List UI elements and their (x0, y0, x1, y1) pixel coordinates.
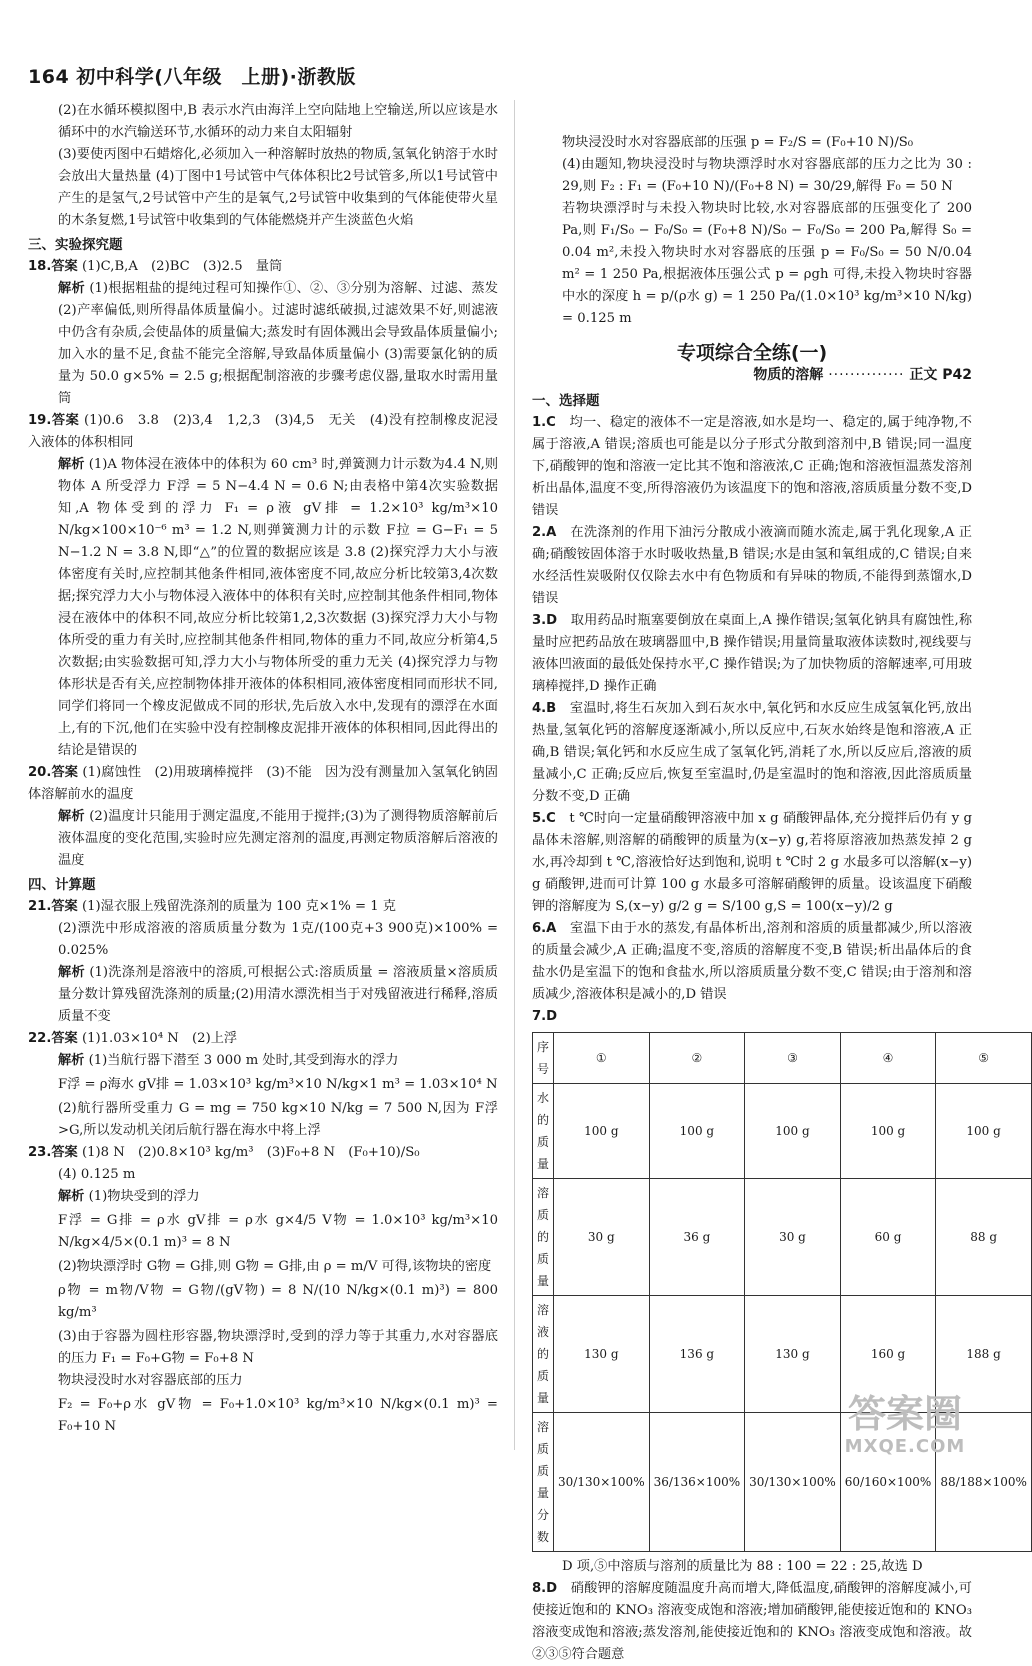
formula-line: F浮 = ρ海水 gV排 = 1.03×10³ kg/m³×10 N/kg×1 m³ = 1.03×10⁴ N (58, 1077, 498, 1092)
question-18 (28, 256, 498, 278)
analysis-19 (28, 454, 498, 762)
choice-answer-2 (532, 522, 972, 610)
analysis-text: 均一、稳定的液体不一定是溶液,如水是均一、稳定的,属于纯净物,不属于溶液,A 错误;溶质也可能是以分子形式分散到溶剂中,B 错误;同一温度下,硝酸钾的饱和溶液一定比其不饱和溶液浓,C 正确;饱和溶液恒温蒸发溶剂析出晶体,温度不变,所得溶液仍为该温度下的饱和溶液,溶质质量分数不变,D 错误 (532, 415, 972, 518)
table-cell: 100 g (840, 1084, 936, 1179)
answer-text: (1)0.6 3.8 (2)3,4 1,2,3 (3)4,5 无关 (4)没有控制橡皮泥浸入液体的体积相同 (28, 413, 498, 450)
answer-text: (4) 0.125 m (58, 1167, 136, 1182)
table-cell: 100 g (936, 1084, 1032, 1179)
table-cell: 130 g (745, 1296, 841, 1413)
table-cell: 136 g (649, 1296, 745, 1413)
analysis-label: 解析 (58, 965, 85, 980)
table-row (533, 1084, 1032, 1179)
table-header-row (533, 1033, 1032, 1084)
answer-label: 3.D (532, 613, 558, 628)
analysis-text: 室温时,将生石灰加入到石灰水中,氧化钙和水反应生成氢氧化钙,放出热量,氢氧化钙的溶解度逐渐减小,所以反应中,石灰水始终是饱和溶液,A 正确,B 错误;氧化钙和水反应生成了氢氧化钙,消耗了水,所以反应后,溶液的质量减小,C 正确;反应后,恢复至室温时,仍是室温时的饱和溶液,因此溶质质量分数不变,D 正确 (532, 701, 973, 804)
answer-label: 1.C (532, 415, 556, 430)
choice-answer-8 (532, 1578, 972, 1666)
answer-label: 4.B (532, 701, 557, 716)
table-cell: 60 g (840, 1179, 936, 1296)
analysis-text: (3)由于容器为圆柱形容器,物块漂浮时,受到的浮力等于其重力,水对容器底的压力 F₁ = F₀+G物 = F₀+8 N (58, 1329, 498, 1366)
table-cell: 88/188×100% (936, 1413, 1032, 1552)
table-cell: 60/160×100% (840, 1413, 936, 1552)
table-cell: 溶质的质量 (533, 1179, 554, 1296)
section-heading: 四、计算题 (28, 877, 96, 893)
answer-label: 5.C (532, 811, 556, 826)
table-cell: 30 g (554, 1179, 650, 1296)
analysis-20 (28, 806, 498, 872)
practice-title: 专项综合全练(一) (676, 342, 828, 364)
table-header-cell: ③ (745, 1033, 841, 1084)
analysis-text: 硝酸钾的溶解度随温度升高而增大,降低温度,硝酸钾的溶解度减小,可使接近饱和的 KNO₃ 溶液变成饱和溶液;增加硝酸钾,能使接近饱和的 KNO₃ 溶液变成饱和溶液;蒸发溶剂,能使接近饱和的 KNO₃ 溶液变成饱和溶液。故②③⑤符合题意 (532, 1581, 972, 1662)
table-header-cell: ② (649, 1033, 745, 1084)
analysis-text: (4)由题知,物块浸没时与物块漂浮时水对容器底部的压力之比为 30 : 29,则 F₂ : F₁ = (F₀+10 N)/(F₀+8 N) = 30/29,解得 F₀ = 50 N (562, 157, 972, 194)
left-column (28, 100, 498, 1440)
analysis-text: (1)根据粗盐的提纯过程可知操作①、②、③分别为溶解、过滤、蒸发 (2)产率偏低,则所得晶体质量偏小。过滤时滤纸破损,过滤效果不好,则滤液中仍含有杂质,会使晶体的质量偏大;蒸发时有固体溅出会导致晶体质量偏小;加入水的量不足,食盐不能完全溶解,导致晶体质量偏小 (3)需要氯化钠的质量为 50.0 g×5% = 2.5 g;根据配制溶液的步骤考虑仪器,量取水时需用量筒 (58, 281, 498, 406)
table-cell: 36/136×100% (649, 1413, 745, 1552)
answer-label: 22.答案 (28, 1031, 78, 1046)
formula-line: F浮 = G排 = ρ水 gV排 = ρ水 g×4/5 V物 = 1.0×10³ kg/m³×10 N/kg×4/5×(0.1 m)³ = 8 N (58, 1213, 498, 1250)
question-19 (28, 410, 498, 454)
table-cell: 30 g (745, 1179, 841, 1296)
table-cell: 30/130×100% (554, 1413, 650, 1552)
table-cell: 水的质量 (533, 1084, 554, 1179)
analysis-text: (1)当航行器下潜至 3 000 m 处时,其受到海水的浮力 (88, 1053, 399, 1068)
choice-answer-7 (532, 1006, 972, 1028)
analysis-text: (2)温度计只能用于测定温度,不能用于搅拌;(3)为了测得物质溶解前后液体温度的变化范围,实验时应先测定溶剂的温度,再测定物质溶解后溶液的温度 (58, 809, 499, 868)
question-21 (28, 896, 498, 918)
answer-text: (1)腐蚀性 (2)用玻璃棒搅拌 (3)不能 因为没有测量加入氢氧化钠固体溶解前水的温度 (28, 765, 498, 802)
answer-label: 21.答案 (28, 899, 78, 914)
intro-paragraph: (2)在水循环模拟图中,B 表示水汽由海洋上空向陆地上空输送,所以应该是水循环中的水汽输送环节,水循环的动力来自太阳辐射 (58, 103, 498, 140)
answer-text: (1)C,B,A (2)BC (3)2.5 量筒 (81, 259, 283, 274)
table-header-cell: ④ (840, 1033, 936, 1084)
analysis-text: 物块浸没时水对容器底部的压强 p = F₂/S = (F₀+10 N)/S₀ (562, 135, 914, 150)
analysis-text: 在洗涤剂的作用下油污分散成小液滴而随水流走,属于乳化现象,A 正确;硝酸铵固体溶于水时吸收热量,B 错误;水是由氢和氧组成的,C 错误;自来水经活性炭吸附仅仅除去水中有色物质和有异味的物质,不能得到蒸馏水,D 错误 (532, 525, 972, 606)
question-22 (28, 1028, 498, 1050)
analysis-label: 解析 (58, 809, 85, 824)
table-header-cell: ① (554, 1033, 650, 1084)
column-divider (514, 100, 515, 1450)
practice-topic: 物质的溶解 (753, 367, 824, 383)
analysis-text: (2)物块漂浮时 G物 = G排,则 G物 = G排,由 ρ = m/V 可得,该物块的密度 (58, 1259, 492, 1274)
choice-answer-1 (532, 412, 972, 522)
table-cell: 188 g (936, 1296, 1032, 1413)
analysis-23 (28, 1186, 498, 1208)
answer-label: 23.答案 (28, 1145, 78, 1160)
analysis-text: 若物块漂浮时与未投入物块时比较,水对容器底部的压强变化了 200 Pa,则 F₁/S₀ − F₀/S₀ = (F₀+8 N)/S₀ − F₀/S₀ = 200 Pa,解得 S₀ = 0.04 m²,未投入物块时水对容器底的压强 p = F₀/S₀ = 50 N/0.04 m² = 1 250 Pa,根据液体压强公式 p = ρgh 可得,未投入物块时容器中水的深度 h = p/(ρ水 g) = 1 250 Pa/(1.0×10³ kg/m³×10 N/kg) = 0.125 m (562, 201, 972, 326)
page-header: 164 初中科学(八年级 上册)·浙教版 (28, 66, 356, 88)
analysis-text: (2)航行器所受重力 G = mg = 750 kg×10 N/kg = 7 500 N,因为 F浮>G,所以发动机关闭后航行器在海水中将上浮 (58, 1101, 498, 1138)
analysis-label: 解析 (58, 1189, 85, 1204)
analysis-text: 室温下由于水的蒸发,有晶体析出,溶剂和溶质的质量都减少,所以溶液的质量会减少,A 正确;温度不变,溶质的溶解度不变,B 错误;析出晶体后的食盐水仍是室温下的饱和食盐水,所以溶质质量分数不变,C 错误;由于溶剂和溶质减少,溶液体积是减小的,D 错误 (532, 921, 973, 1002)
formula-line: F₂ = F₀+ρ水 gV物 = F₀+1.0×10³ kg/m³×10 N/kg×(0.1 m)³ = F₀+10 N (58, 1397, 498, 1434)
table-row (533, 1179, 1032, 1296)
table-cell: 30/130×100% (745, 1413, 841, 1552)
solubility-table (532, 1032, 1032, 1552)
analysis-22 (28, 1050, 498, 1072)
answer-label: 8.D (532, 1581, 558, 1596)
answer-label: 2.A (532, 525, 557, 540)
analysis-21 (28, 962, 498, 1028)
question-23 (28, 1142, 498, 1164)
analysis-text: 物块浸没时水对容器底部的压力 (58, 1373, 243, 1388)
analysis-label: 解析 (58, 1053, 85, 1068)
answer-label: 18.答案 (28, 259, 78, 274)
answer-label: 19.答案 (28, 413, 80, 428)
answer-label: 6.A (532, 921, 557, 936)
practice-page-ref: 正文 P42 (909, 367, 972, 383)
table-cell: 100 g (554, 1084, 650, 1179)
analysis-text: (1)物块受到的浮力 (88, 1189, 200, 1204)
analysis-text: (1)洗涤剂是溶液中的溶质,可根据公式:溶质质量 = 溶液质量×溶质质量分数计算残留洗涤剂的质量;(2)用清水漂洗相当于对残留液进行稀释,溶质质量不变 (58, 965, 498, 1024)
table-cell: 88 g (936, 1179, 1032, 1296)
watermark-logo-text: 答案圈 (847, 1392, 962, 1436)
question-20 (28, 762, 498, 806)
analysis-label: 解析 (58, 457, 85, 472)
analysis-text: (1)A 物体浸在液体中的体积为 60 cm³ 时,弹簧测力计示数为4.4 N,则物体 A 所受浮力 F浮 = 5 N−4.4 N = 0.6 N;由表格中第4次实验数据知,A 物体受到的浮力 F₁ = ρ液 gV排 = 1.2×10³ kg/m³×10 N/kg×100×10⁻⁶ m³ = 1.2 N,则弹簧测力计的示数 F拉 = G−F₁ = 5 N−1.2 N = 3.8 N,即“△”的位置的数据应该是 3.8 (2)探究浮力大小与液体密度有关时,应控制其他条件相同,液体密度不同,故应分析比较第3,4次数据;探究浮力大小与物体浸入液体中的体积有关时,应控制其他条件相同,物体浸在液体中的体积不同,故应分析比较第1,2,3次数据 (3)探究浮力大小与物体所受的重力有关时,应控制其他条件相同,物体的重力不同,故应分析第4,5次数据;由实验数据可知,浮力大小与物体所受的重力无关 (4)探究浮力与物体形状是否有关,应控制物体排开液体的体积相同,液体密度相同而形状不同,同学们将同一个橡皮泥做成不同的形状,先后放入水中,发现有的漂浮在水面上,有的下沉,他们在实验中没有控制橡皮泥排开液体的体积相同,因此得出的结论是错误的 (58, 457, 499, 758)
section-heading: 三、实验探究题 (28, 237, 123, 253)
analysis-label: 解析 (58, 281, 85, 296)
table-cell: 100 g (649, 1084, 745, 1179)
analysis-18 (28, 278, 498, 410)
table-cell: 溶质质量分数 (533, 1413, 554, 1552)
formula-line: ρ物 = m物/V物 = G物/(gV物) = 8 N/(10 N/kg×(0.1 m)³) = 800 kg/m³ (58, 1283, 498, 1320)
table-cell: 36 g (649, 1179, 745, 1296)
choice-answer-3 (532, 610, 972, 698)
analysis-text: D 项,⑤中溶质与溶剂的质量比为 88 : 100 = 22 : 25,故选 D (562, 1559, 923, 1574)
table-header-cell: ⑤ (936, 1033, 1032, 1084)
table-cell: 130 g (554, 1296, 650, 1413)
analysis-text: t ℃时向一定量硝酸钾溶液中加 x g 硝酸钾晶体,充分搅拌后仍有 y g 晶体未溶解,则溶解的硝酸钾的质量为(x−y) g,若将原溶液加热蒸发掉 2 g 水,再冷却到 t ℃,溶液恰好达到饱和,说明 t ℃时 2 g 水最多可以溶解(x−y) g 硝酸钾,进而可计算 100 g 水最多可溶解硝酸钾的质量。设该温度下硝酸钾的溶解度为 S,(x−y) g/2 g = S/100 g,S = 100(x−y)/2 g (532, 811, 972, 914)
answer-text: (2)漂洗中形成溶液的溶质质量分数为 1克/(100克+3 900克)×100% = 0.025% (58, 921, 498, 958)
answer-label: 7.D (532, 1009, 558, 1024)
choice-answer-6 (532, 918, 972, 1006)
section-heading: 一、选择题 (532, 393, 600, 409)
answer-text: (1)1.03×10⁴ N (2)上浮 (81, 1031, 238, 1046)
analysis-text: 取用药品时瓶塞要倒放在桌面上,A 操作错误;氢氧化钠具有腐蚀性,称量时应把药品放在玻璃器皿中,B 操作错误;用量筒量取液体读数时,视线要与液体凹液面的最低处保持水平,C 操作错误;为了加快物质的溶解速率,可用玻璃棒搅拌,D 操作正确 (532, 613, 973, 694)
choice-answer-5 (532, 808, 972, 918)
practice-subtitle: 物质的溶解 ·············· 正文 P42 (753, 367, 972, 383)
watermark-url: MXQE.COM (844, 1436, 966, 1457)
answer-text: (1)湿衣服上残留洗涤剂的质量为 100 克×1% = 1 克 (81, 899, 396, 914)
table-cell: 溶液的质量 (533, 1296, 554, 1413)
intro-paragraph: (3)要使丙图中石蜡熔化,必须加入一种溶解时放热的物质,氢氧化钠溶于水时会放出大量热量 (4)丁图中1号试管中气体体积比2号试管多,所以1号试管中产生的是氢气,2号试管中产生的是氧气,2号试管中收集到的气体能使带火星的木条复燃,1号试管中收集到的气体能燃烧并产生淡蓝色火焰 (58, 147, 498, 228)
table-cell: 100 g (745, 1084, 841, 1179)
site-watermark (830, 1392, 980, 1462)
table-cell: 160 g (840, 1296, 936, 1413)
answer-label: 20.答案 (28, 765, 79, 780)
table-header-cell: 序号 (533, 1033, 554, 1084)
choice-answer-4 (532, 698, 972, 808)
answer-text: (1)8 N (2)0.8×10³ kg/m³ (3)F₀+8 N (F₀+10)/S₀ (81, 1145, 420, 1160)
